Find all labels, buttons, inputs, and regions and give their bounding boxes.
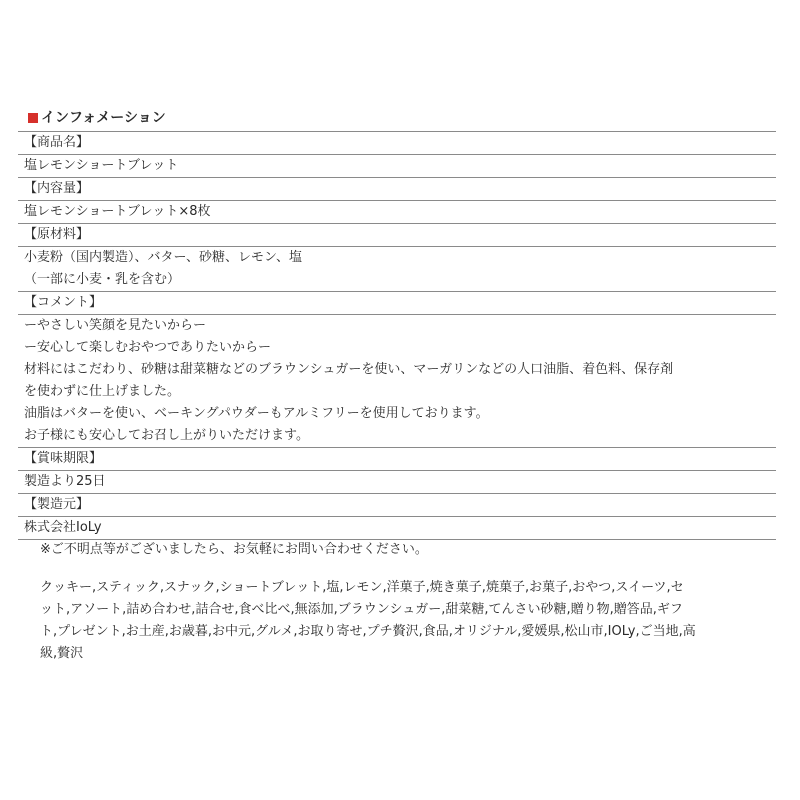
- info-value-row: [18, 247, 776, 292]
- info-label: 【内容量】: [24, 181, 90, 196]
- info-label-row: [18, 494, 776, 517]
- info-label: 【商品名】: [24, 135, 90, 150]
- keyword-line: ト,プレゼント,お土産,お歳暮,お中元,グルメ,お取り寄せ,プチ贅沢,食品,オリジナル,愛媛県,松山市,IOLy,ご当地,高: [40, 624, 696, 639]
- info-label-row: [18, 292, 776, 315]
- info-value-line: 小麦粉（国内製造）、バター、砂糖、レモン、塩: [24, 250, 302, 265]
- info-label: 【製造元】: [24, 497, 90, 512]
- info-value-line: を使わずに仕上げました。: [24, 384, 181, 399]
- keyword-line: 級,贅沢: [40, 646, 84, 661]
- info-value-line: 油脂はバターを使い、ベーキングパウダーもアルミフリーを使用しております。: [24, 406, 489, 421]
- info-label: 【コメント】: [24, 295, 103, 310]
- info-value-row: [18, 315, 776, 448]
- info-value-line: （一部に小麦・乳を含む）: [24, 272, 181, 287]
- info-label: 【原材料】: [24, 227, 90, 242]
- info-value-line: 塩レモンショートブレット×8枚: [24, 204, 211, 219]
- info-value-line: ー安心して楽しむおやつでありたいからー: [24, 340, 272, 355]
- red-square-icon: [28, 113, 38, 123]
- keyword-line: クッキー,スティック,スナック,ショートブレット,塩,レモン,洋菓子,焼き菓子,焼菓子,お菓子,おやつ,スイーツ,セ: [40, 580, 684, 595]
- section-title: [28, 108, 166, 128]
- info-value-line: お子様にも安心してお召し上がりいただけます。: [24, 428, 309, 443]
- info-label: 【賞味期限】: [24, 451, 103, 466]
- info-value-row: [18, 471, 776, 494]
- info-value-row: [18, 517, 776, 540]
- info-value-line: 塩レモンショートブレット: [24, 158, 179, 173]
- info-label-row: [18, 132, 776, 155]
- info-value-row: [18, 201, 776, 224]
- keyword-line: ット,アソート,詰め合わせ,詰合せ,食べ比べ,無添加,ブラウンシュガー,甜菜糖,てんさい砂糖,贈り物,贈答品,ギフ: [40, 602, 683, 617]
- keywords-block: [40, 577, 775, 665]
- info-label-row: [18, 178, 776, 201]
- section-title-text: インフォメーション: [41, 110, 166, 126]
- info-label-row: [18, 448, 776, 471]
- info-value-row: [18, 155, 776, 178]
- info-table: [18, 131, 776, 540]
- info-value-line: 材料にはこだわり、砂糖は甜菜糖などのブラウンシュガーを使い、マーガリンなどの人口油脂、着色料、保存剤: [24, 362, 674, 377]
- info-value-line: 製造より25日: [24, 474, 106, 489]
- info-label-row: [18, 224, 776, 247]
- info-value-line: 株式会社IoLy: [24, 520, 102, 535]
- inquiry-note: ※ご不明点等がございましたら、お気軽にお問い合わせください。: [40, 542, 428, 557]
- info-value-line: ーやさしい笑顔を見たいからー: [24, 318, 207, 333]
